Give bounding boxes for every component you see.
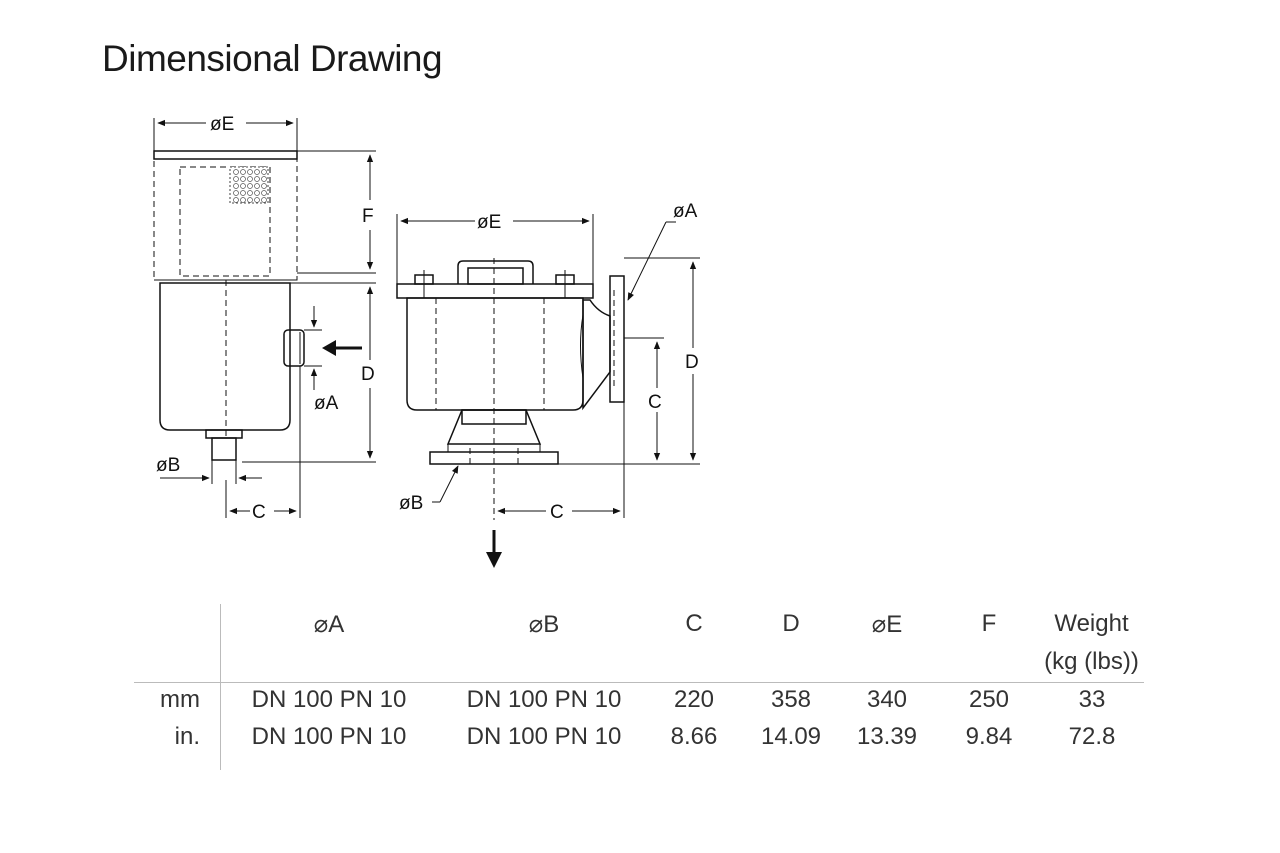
table-row — [134, 686, 1144, 722]
right-c-label: C — [648, 392, 662, 413]
inlet-nozzle — [284, 330, 304, 366]
header-weight: Weight — [1054, 610, 1129, 637]
cell-dia-b: DN 100 PN 10 — [466, 686, 622, 713]
header-weight-unit: (kg (lbs)) — [1044, 648, 1139, 675]
cell-d: 358 — [770, 686, 812, 713]
header-f: F — [981, 610, 997, 637]
right-view — [397, 201, 700, 568]
mesh-pattern — [230, 167, 268, 203]
cell-f: 9.84 — [965, 723, 1013, 750]
table-row — [134, 723, 1144, 759]
side-flange — [610, 276, 624, 402]
lid-plate — [154, 151, 297, 159]
cell-dia-a: DN 100 PN 10 — [251, 686, 407, 713]
cell-dia-a: DN 100 PN 10 — [251, 723, 407, 750]
header-dia-a: ⌀A — [313, 611, 345, 638]
header-dia-b: ⌀B — [528, 611, 560, 638]
header-c: C — [685, 610, 703, 637]
right-dia-a-label: øA — [673, 201, 698, 222]
left-dia-b-label: øB — [156, 455, 181, 476]
left-view — [154, 114, 376, 523]
housing-body — [160, 283, 290, 430]
cell-dia-e: 340 — [866, 686, 908, 713]
cover-flange — [397, 284, 593, 298]
right-c2-label: C — [550, 502, 564, 523]
right-dia-e-label: øE — [477, 212, 502, 233]
cell-weight: 33 — [1078, 686, 1106, 713]
row-unit-label: mm — [160, 686, 200, 713]
left-f-label: F — [362, 206, 374, 227]
drain-stub — [206, 430, 242, 438]
cell-dia-e: 13.39 — [856, 723, 918, 750]
cell-f: 250 — [968, 686, 1010, 713]
right-d-label: D — [685, 352, 699, 373]
table-header-row — [134, 610, 1144, 646]
table-header-unit-row — [134, 648, 1144, 684]
cell-weight: 72.8 — [1068, 723, 1116, 750]
right-dia-b-label: øB — [399, 493, 424, 514]
cover-handle — [458, 261, 533, 284]
header-dia-e: ⌀E — [871, 611, 903, 638]
left-d-label: D — [361, 364, 375, 385]
cell-c: 220 — [673, 686, 715, 713]
row-unit-label: in. — [174, 723, 200, 750]
left-dia-a-label: øA — [314, 393, 339, 414]
cell-c: 8.66 — [670, 723, 718, 750]
outlet-flow-arrow — [486, 552, 502, 568]
cell-dia-b: DN 100 PN 10 — [466, 723, 622, 750]
side-inlet — [583, 300, 610, 408]
filter-outline — [154, 159, 297, 280]
cell-d: 14.09 — [760, 723, 822, 750]
left-dia-e-label: øE — [210, 114, 235, 135]
left-c-label: C — [252, 502, 266, 523]
page-title: Dimensional Drawing — [102, 38, 443, 79]
housing-body — [407, 298, 583, 410]
header-d: D — [782, 610, 800, 637]
inlet-flow-arrow — [322, 340, 336, 356]
